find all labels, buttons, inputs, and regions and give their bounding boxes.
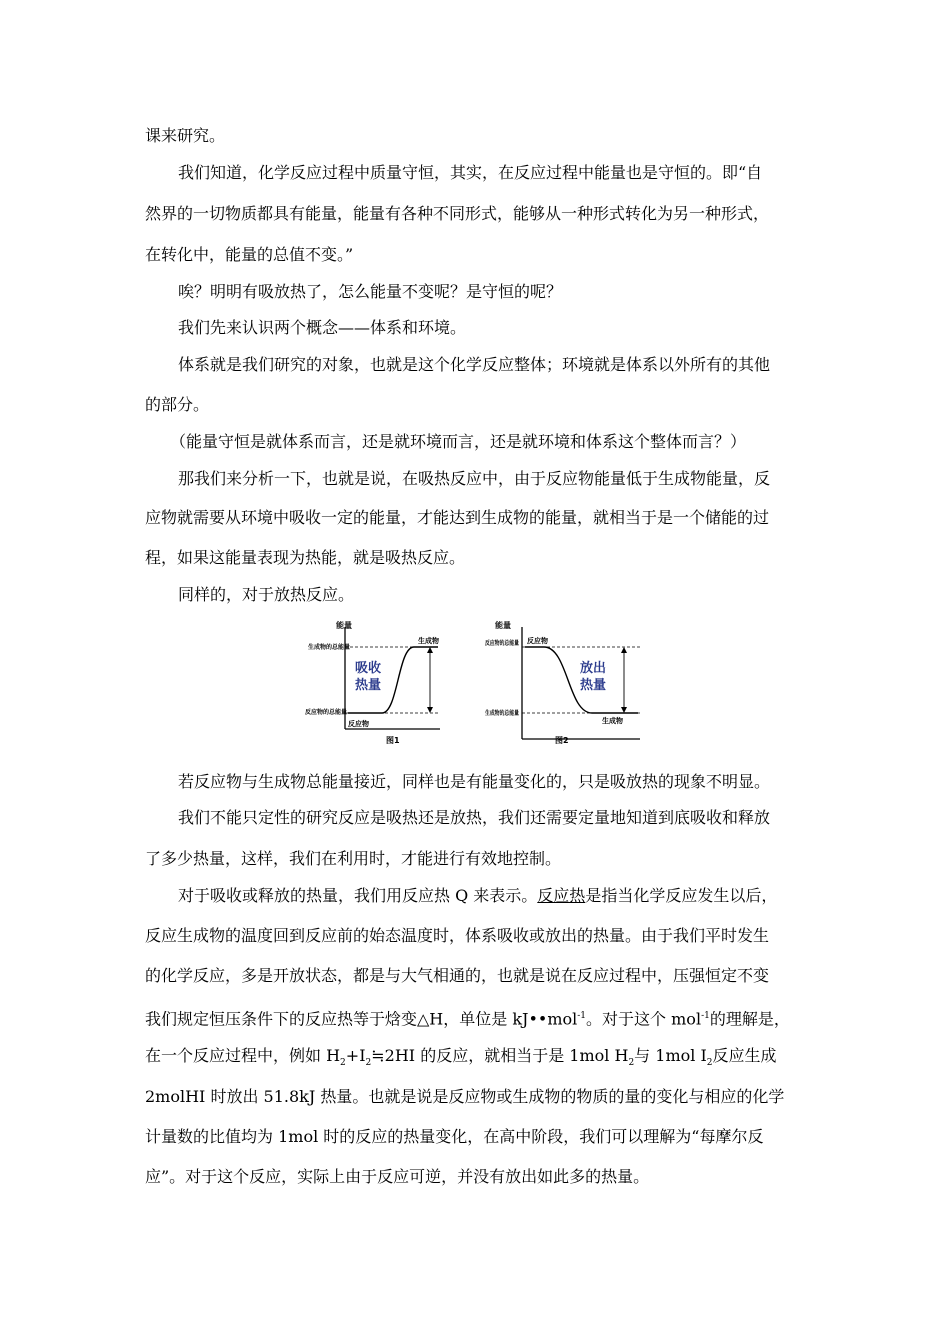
y-axis-label: 能量 — [495, 621, 511, 630]
text-run: 反应生成 — [712, 1046, 777, 1065]
product-label: 生成物 — [418, 637, 439, 645]
text-run: 与 1mol I — [634, 1046, 707, 1065]
text-line: 2molHI 时放出 51.8kJ 热量。也就是说是反应物或生成物的物质的量的变化与相应的化学 — [145, 1087, 785, 1106]
figure-caption: 图2 — [555, 736, 569, 745]
text-line: 计量数的比值均为 1mol 时的反应的热量变化，在高中阶段，我们可以理解为“每摩尔反 — [145, 1127, 764, 1146]
text-line — [145, 1006, 790, 1029]
text-run: 是指当化学反应发生以后， — [585, 886, 778, 905]
text-line: 同样的，对于放热反应。 — [178, 585, 355, 604]
heat-annotation-line2: 热量 — [580, 678, 607, 693]
subscript: 2 — [365, 1058, 372, 1069]
text-line: 课来研究。 — [145, 126, 226, 145]
text-line: 我们不能只定性的研究反应是吸热还是放热，我们还需要定量地知道到底吸收和释放 — [178, 808, 771, 827]
text-line: （能量守恒是就体系而言，还是就环境而言，还是就环境和体系这个整体而言？） — [170, 432, 747, 451]
text-line: 那我们来分析一下，也就是说，在吸热反应中，由于反应物能量低于生成物能量，反 — [178, 469, 771, 488]
text-line — [145, 1046, 777, 1073]
text-line: 反应生成物的温度回到反应前的始态温度时，体系吸收或放出的热量。由于我们平时发生 — [145, 926, 770, 945]
text-line: 在转化中，能量的总值不变。” — [145, 245, 354, 264]
superscript: -1 — [701, 1011, 710, 1021]
text-line: 若反应物与生成物总能量接近，同样也是有能量变化的，只是吸放热的现象不明显。 — [178, 772, 771, 791]
superscript: -1 — [577, 1011, 587, 1021]
lower-energy-label: 生成物的总能量 — [485, 710, 528, 717]
text-line: 了多少热量，这样，我们在利用时，才能进行有效地控制。 — [145, 849, 562, 868]
upper-energy-label: 反应物的总能量 — [485, 640, 528, 647]
subscript: 2 — [628, 1058, 635, 1069]
text-line: 的部分。 — [145, 395, 210, 414]
text-line: 应物就需要从环境中吸收一定的能量，才能达到生成物的能量，就相当于是一个储能的过 — [145, 508, 770, 527]
text-line: 的化学反应，多是开放状态，都是与大气相通的，也就是说在反应过程中，压强恒定不变 — [145, 966, 770, 985]
text-line: 然界的一切物质都具有能量，能量有各种不同形式，能够从一种形式转化为另一种形式， — [145, 204, 770, 223]
text-run: +I — [345, 1046, 366, 1065]
subscript: 2 — [706, 1058, 713, 1069]
heat-annotation-line1: 放出 — [580, 661, 607, 676]
product-label: 生成物 — [602, 717, 623, 725]
text-line: 体系就是我们研究的对象，也就是这个化学反应整体；环境就是体系以外所有的其他 — [178, 355, 771, 374]
energy-diagram-exothermic — [480, 615, 640, 750]
text-line: 我们先来认识两个概念——体系和环境。 — [178, 318, 467, 337]
text-line — [178, 886, 777, 906]
text-line: 我们知道，化学反应过程中质量守恒，其实，在反应过程中能量也是守恒的。即“自 — [178, 163, 763, 182]
text-run: ≒2HI 的反应，就相当于是 1mol H — [371, 1046, 629, 1065]
upper-energy-label: 生成物的总能量 — [308, 644, 351, 651]
text-line: 应”。对于这个反应，实际上由于反应可逆，并没有放出如此多的热量。 — [145, 1167, 650, 1186]
heat-annotation-line1: 吸收 — [355, 661, 382, 676]
term-reaction-heat: 反应热 — [537, 886, 586, 905]
energy-diagram-endothermic — [300, 615, 440, 750]
figure-caption: 图1 — [386, 736, 400, 745]
text-run: 。对于这个 mol — [586, 1009, 702, 1029]
reactant-label: 反应物 — [348, 720, 369, 728]
lower-energy-label: 反应物的总能量 — [305, 709, 348, 716]
heat-annotation-line2: 热量 — [355, 678, 382, 693]
y-axis-label: 能量 — [336, 621, 352, 630]
text-run: 对于吸收或释放的热量，我们用反应热 Q 来表示。 — [178, 886, 538, 905]
reactant-label: 反应物 — [527, 637, 548, 645]
text-run: 我们规定恒压条件下的反应热等于焓变△H，单位是 kJ••mol — [145, 1009, 578, 1029]
subscript: 2 — [340, 1058, 346, 1069]
text-line: 程，如果这能量表现为热能，就是吸热反应。 — [145, 548, 466, 567]
text-run: 在一个反应过程中，例如 H — [145, 1046, 341, 1065]
text-run: 的理解是， — [709, 1009, 790, 1029]
text-line: 唉？明明有吸放热了，怎么能量不变呢？是守恒的呢？ — [178, 282, 563, 301]
